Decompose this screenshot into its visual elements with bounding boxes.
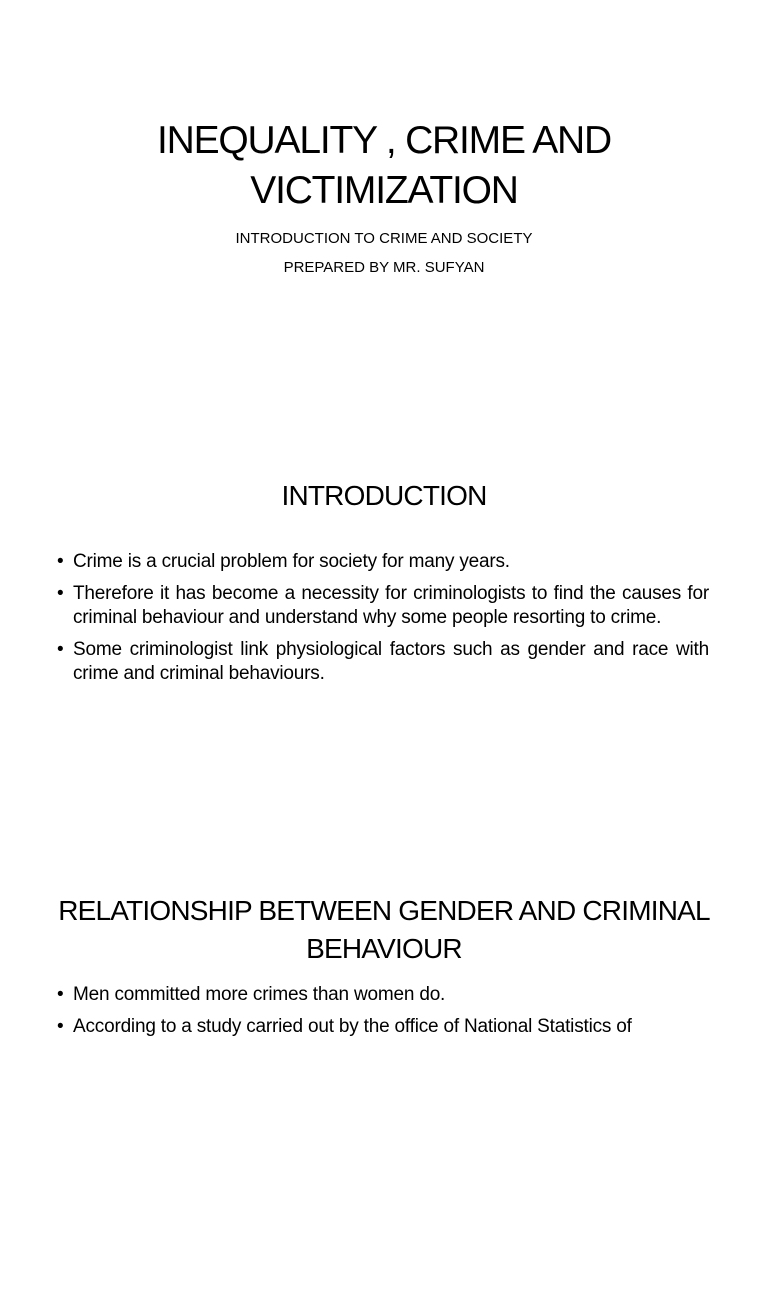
title-slide bbox=[0, 0, 768, 432]
bullet-list bbox=[57, 550, 709, 694]
bullet-item bbox=[57, 983, 709, 1007]
bullet-text: According to a study carried out by the office of National Statistics of bbox=[73, 1016, 632, 1037]
bullet-icon: • bbox=[57, 1016, 64, 1037]
bullet-list bbox=[57, 983, 709, 1047]
slide-author: PREPARED BY MR. SUFYAN bbox=[283, 259, 485, 276]
bullet-icon: • bbox=[57, 551, 64, 572]
bullet-item bbox=[57, 550, 709, 574]
gender-crime-slide bbox=[0, 864, 768, 1296]
bullet-icon: • bbox=[57, 639, 64, 660]
bullet-text: Some criminologist link physiological factors such as gender and race with crime and criminal behaviours. bbox=[73, 639, 709, 684]
bullet-text: Crime is a crucial problem for society for many years. bbox=[73, 551, 510, 572]
bullet-text: Therefore it has become a necessity for criminologists to find the causes for criminal behaviour and understand why some people resorting to crime. bbox=[73, 583, 709, 628]
bullet-icon: • bbox=[57, 984, 64, 1005]
bullet-text: Men committed more crimes than women do. bbox=[73, 984, 446, 1005]
slide-title: INTRODUCTION bbox=[281, 480, 487, 511]
introduction-slide bbox=[0, 432, 768, 864]
bullet-item bbox=[57, 1015, 709, 1039]
slide-title: RELATIONSHIP BETWEEN GENDER AND CRIMINAL BEHAVIOUR bbox=[58, 895, 710, 964]
bullet-icon: • bbox=[57, 583, 64, 604]
slide-title: INEQUALITY , CRIME AND VICTIMIZATION bbox=[157, 119, 611, 212]
bullet-item bbox=[57, 638, 709, 686]
slide-subtitle: INTRODUCTION TO CRIME AND SOCIETY bbox=[235, 230, 533, 247]
bullet-item bbox=[57, 582, 709, 630]
